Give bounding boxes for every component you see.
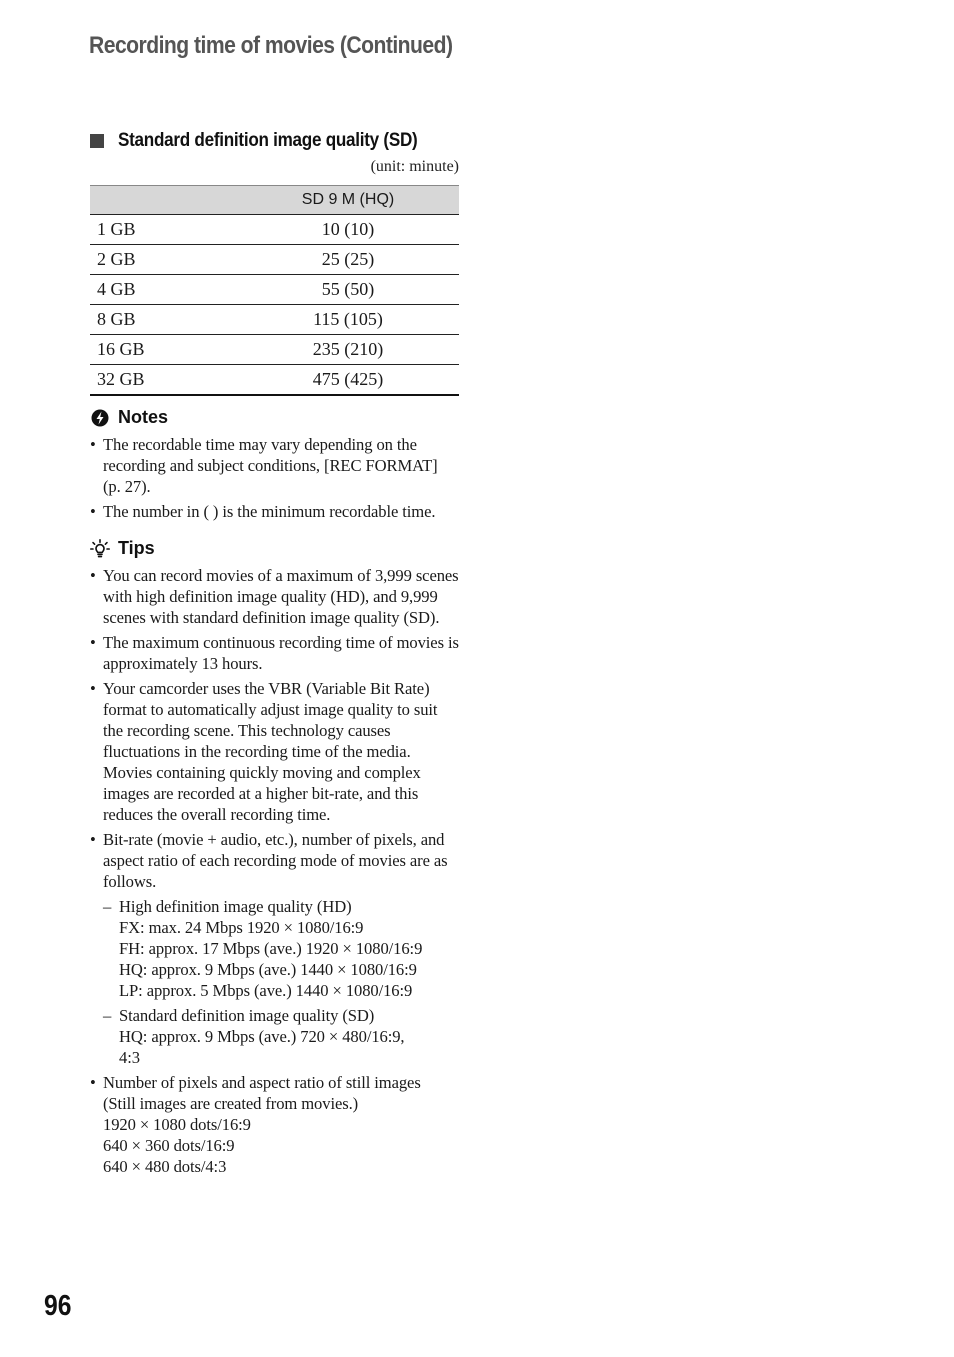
hd-line: FH: approx. 17 Mbps (ave.) 1920 × 1080/16:9: [119, 939, 423, 958]
tips-heading: [90, 538, 459, 559]
page-number: 96: [44, 1290, 72, 1322]
table-row: [90, 365, 459, 396]
sublist-item: [103, 896, 459, 1001]
tips-title: Tips: [118, 538, 155, 558]
square-bullet-icon: [90, 134, 104, 148]
sd-line: 4:3: [119, 1048, 140, 1067]
table-row: [90, 305, 459, 335]
section-heading: [90, 130, 459, 152]
list-item: [90, 829, 459, 1068]
capacity-cell: 32 GB: [90, 365, 237, 396]
still-line: 640 × 360 dots/16:9: [103, 1136, 235, 1155]
capacity-cell: 8 GB: [90, 305, 237, 335]
hd-line: FX: max. 24 Mbps 1920 × 1080/16:9: [119, 918, 364, 937]
notes-heading: [90, 407, 459, 428]
table-row: [90, 215, 459, 245]
lightbulb-icon: [90, 539, 110, 559]
hd-line: LP: approx. 5 Mbps (ave.) 1440 × 1080/16:9: [119, 981, 413, 1000]
time-cell: 115 (105): [237, 305, 459, 335]
unit-note: (unit: minute): [370, 158, 459, 175]
list-item: • The maximum continuous recording time of movies is approximately 13 hours.: [90, 632, 459, 674]
table-row: [90, 275, 459, 305]
list-item: [90, 1072, 459, 1177]
notes-icon: [90, 408, 110, 428]
time-cell: 55 (50): [237, 275, 459, 305]
sd-title: – Standard definition image quality (SD): [119, 1006, 375, 1025]
still-line: 640 × 480 dots/4:3: [103, 1157, 227, 1176]
sd-section: [90, 130, 459, 1181]
list-item: • The number in ( ) is the minimum recordable time.: [90, 501, 459, 522]
table-row: [90, 335, 459, 365]
sd-line: HQ: approx. 9 Mbps (ave.) 720 × 480/16:9,: [119, 1027, 405, 1046]
list-item: • Your camcorder uses the VBR (Variable Bit Rate) format to automatically adjust image quality to suit the recording scene. This technology causes fluctuations in the recording time of the media. Movies containing quickly moving and complex images are recorded at a higher bit-rate, and this reduces the overall recording time.: [90, 678, 459, 825]
time-cell: 235 (210): [237, 335, 459, 365]
table-header-row: [90, 186, 459, 215]
tips-list: [90, 565, 459, 1177]
section-heading-text: Standard definition image quality (SD): [118, 130, 418, 151]
still-line: 1920 × 1080 dots/16:9: [103, 1115, 251, 1134]
sublist-item: [103, 1005, 459, 1068]
list-item: • The recordable time may vary depending on the recording and subject conditions, [REC FORMAT] (p. 27).: [90, 434, 459, 497]
recording-time-table: [90, 185, 459, 396]
table-row: [90, 245, 459, 275]
capacity-cell: 16 GB: [90, 335, 237, 365]
bitrate-sublist: [103, 896, 459, 1068]
list-item: • You can record movies of a maximum of 3,999 scenes with high definition image quality (HD), and 9,999 scenes with standard definition image quality (SD).: [90, 565, 459, 628]
capacity-cell: 2 GB: [90, 245, 237, 275]
time-cell: 475 (425): [237, 365, 459, 396]
hd-line: HQ: approx. 9 Mbps (ave.) 1440 × 1080/16:9: [119, 960, 417, 979]
time-cell: 25 (25): [237, 245, 459, 275]
still-line: • Number of pixels and aspect ratio of still images: [103, 1073, 421, 1092]
capacity-cell: 1 GB: [90, 215, 237, 245]
notes-title: Notes: [118, 407, 169, 427]
table-column-header: SD 9 M (HQ): [237, 186, 459, 215]
capacity-cell: 4 GB: [90, 275, 237, 305]
notes-list: [90, 434, 459, 522]
time-cell: 10 (10): [237, 215, 459, 245]
hd-title: – High definition image quality (HD): [119, 897, 352, 916]
table-header-empty: [90, 186, 237, 215]
still-line: (Still images are created from movies.): [103, 1094, 359, 1113]
page-header-title: Recording time of movies (Continued): [89, 32, 453, 59]
bitrate-intro: Bit-rate (movie + audio, etc.), number of pixels, and aspect ratio of each recording mode of movies are as follows.: [103, 830, 448, 891]
